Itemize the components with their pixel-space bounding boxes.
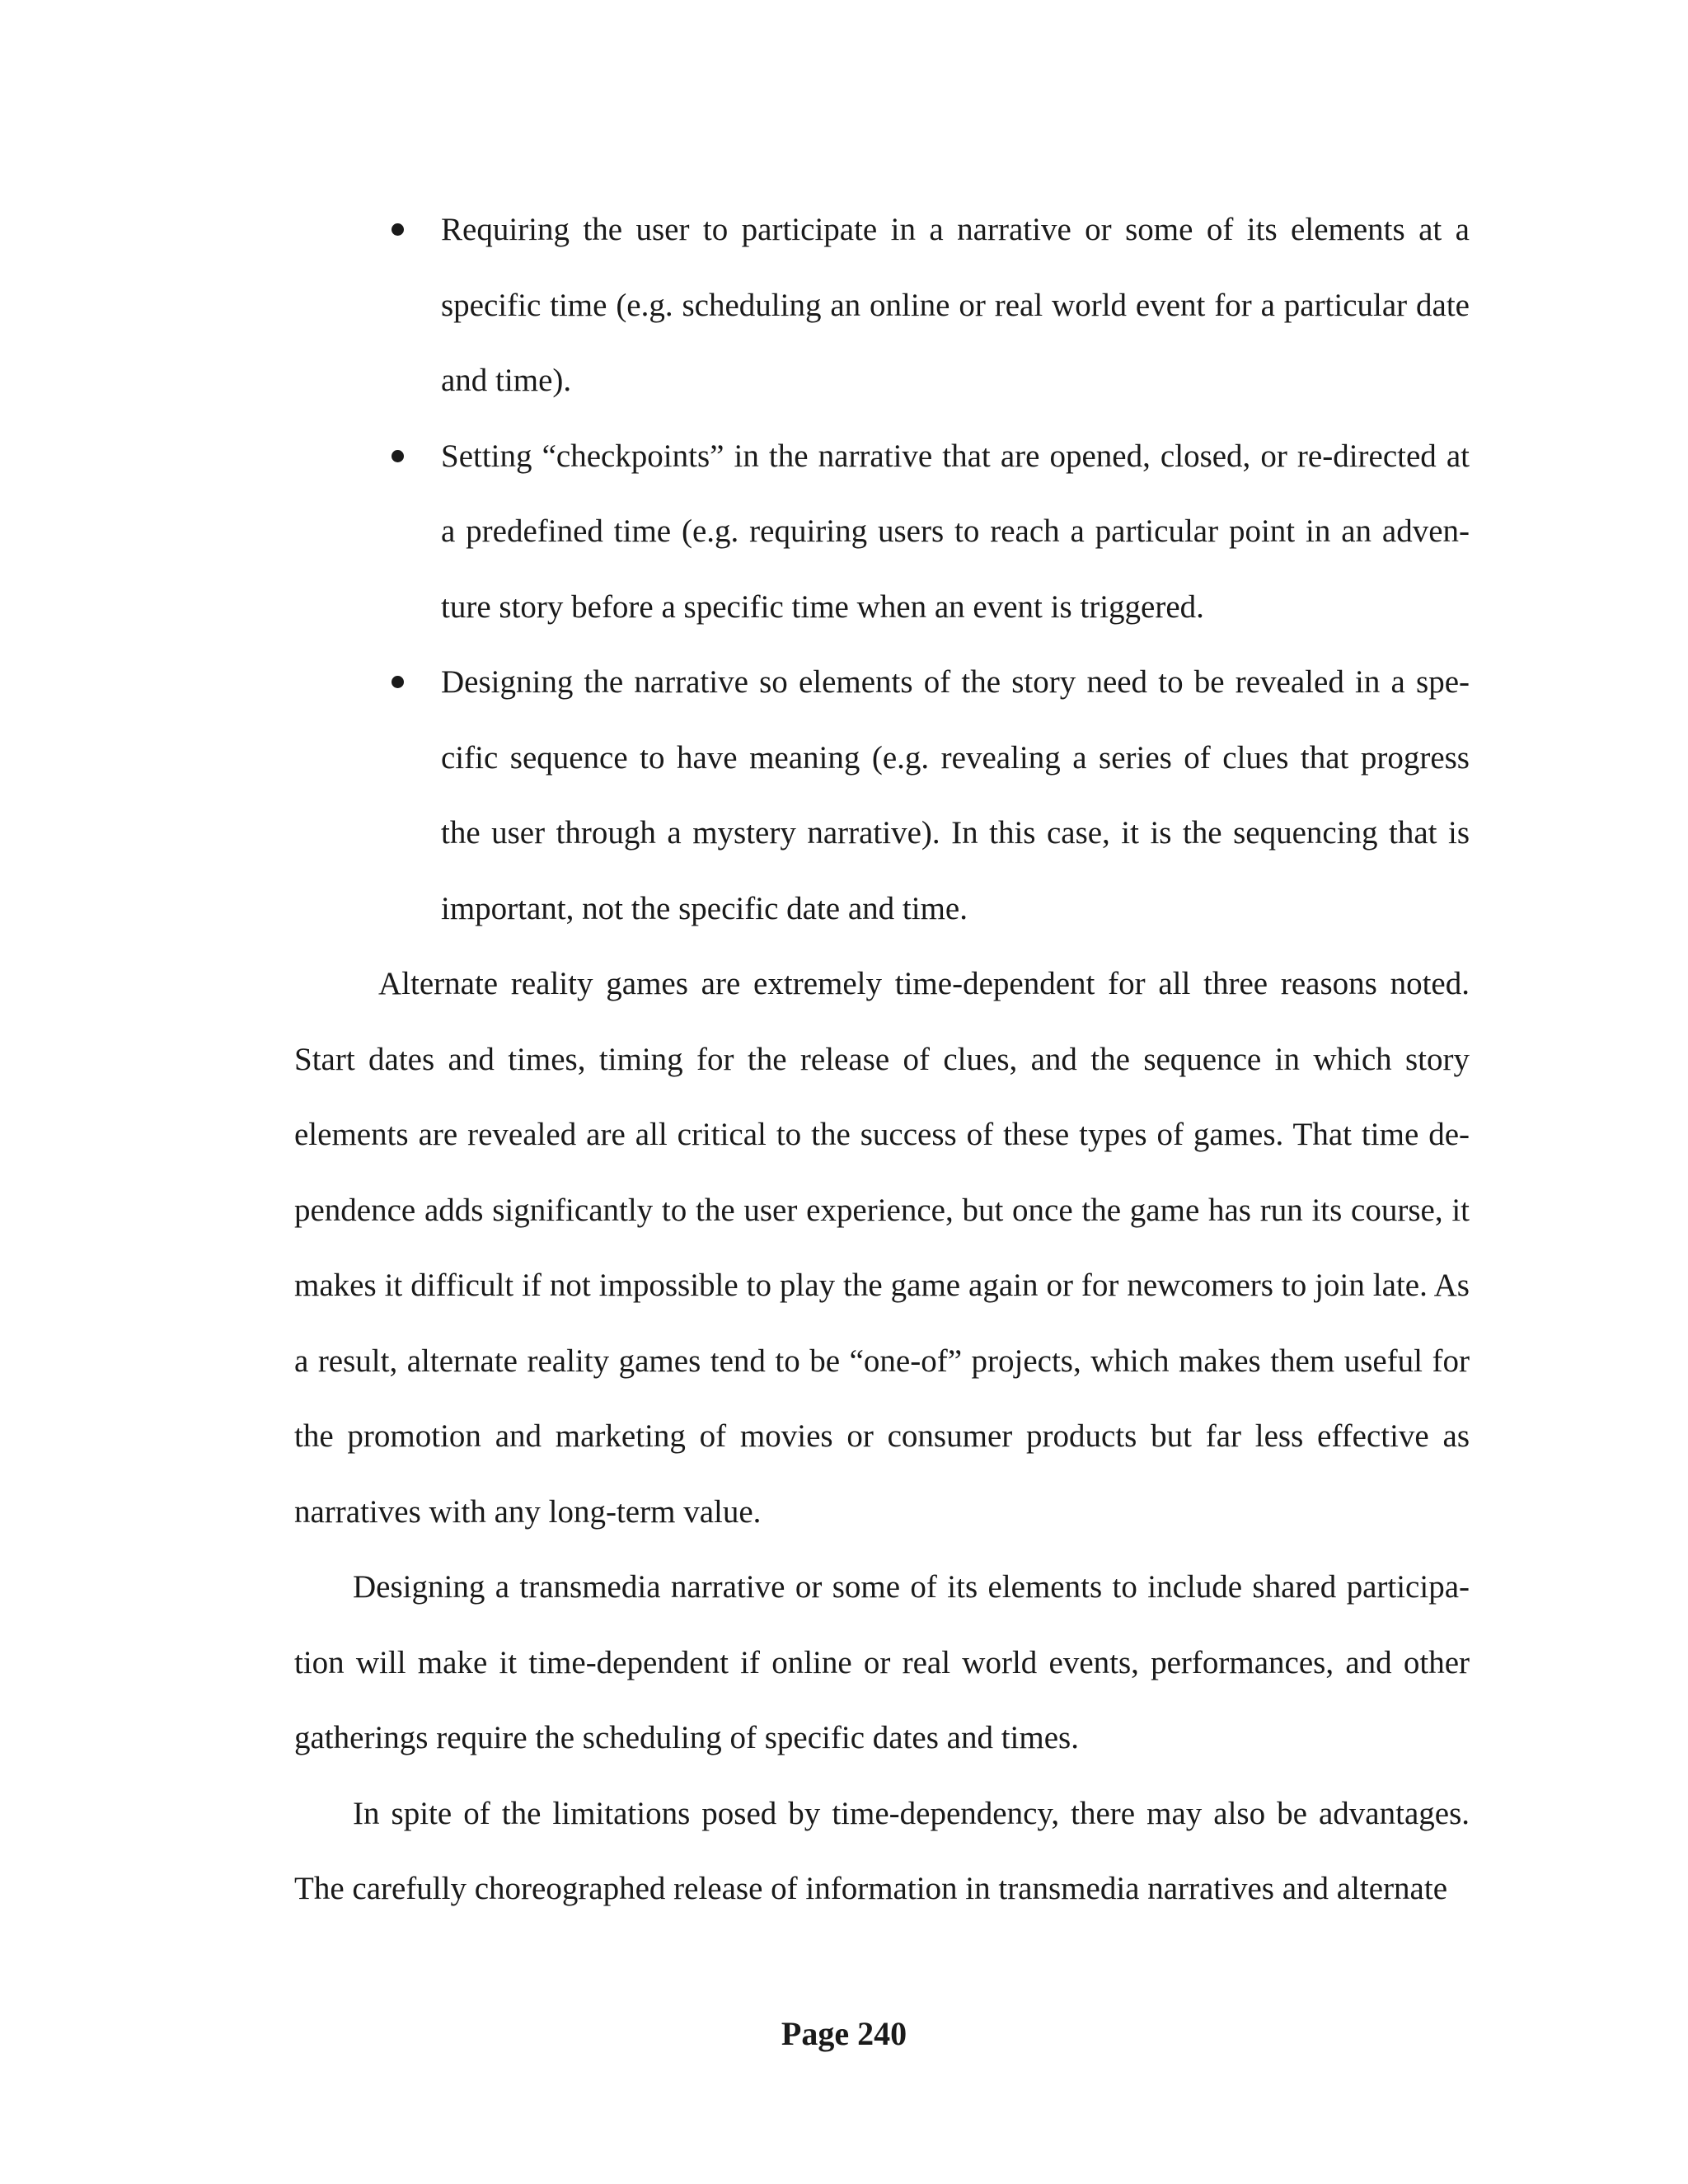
page-body bbox=[294, 192, 1470, 1927]
bullet-text: Designing the narrative so elements of the story need to be revealed in a spe-cific sequence to have meaning (e.g. revealing a series of clues that progress the user through a mystery narrative). In this case, it is the sequencing that is important, not the specific date and time. bbox=[441, 664, 1470, 926]
paragraph: Designing a transmedia narrative or some of its elements to include shared participa-tion will make it time-dependent if online or real world events, performances, and other gatherings require the scheduling of specific dates and times. bbox=[294, 1569, 1470, 1755]
bullet-item bbox=[294, 192, 1470, 419]
bullet-item bbox=[294, 644, 1470, 946]
bullet-list bbox=[294, 192, 1470, 946]
bullet-item bbox=[294, 419, 1470, 645]
paragraph: Alternate reality games are extremely time-dependent for all three reasons noted. Start dates and times, timing for the release of clues, and the sequence in which story elements are revealed are all critical to the success of these types of games. That time de-pendence adds significantly to the user experience, but once the game has run its course, it makes it difficult if not impossible to play the game again or for newcomers to join late. As a result, alternate reality games tend to be “one-of” projects, which makes them useful for the promotion and marketing of movies or consumer products but far less effective as narratives with any long-term value. bbox=[294, 966, 1470, 1530]
bullet-text: Requiring the user to participate in a narrative or some of its elements at a specific time (e.g. scheduling an online or real world event for a particular date and time). bbox=[441, 212, 1470, 398]
bullet-icon bbox=[392, 223, 404, 236]
bullet-icon bbox=[392, 676, 404, 688]
page-number: Page 240 bbox=[781, 2015, 907, 2052]
bullet-text: Setting “checkpoints” in the narrative that are opened, closed, or re-directed at a predefined time (e.g. requiring users to reach a particular point in an adven-ture story before a specific time when an event is triggered. bbox=[441, 438, 1470, 625]
paragraph: In spite of the limitations posed by time-dependency, there may also be advantages. The carefully choreographed release of information in transmedia narratives and alternate bbox=[294, 1795, 1470, 1906]
bullet-icon bbox=[392, 450, 404, 462]
